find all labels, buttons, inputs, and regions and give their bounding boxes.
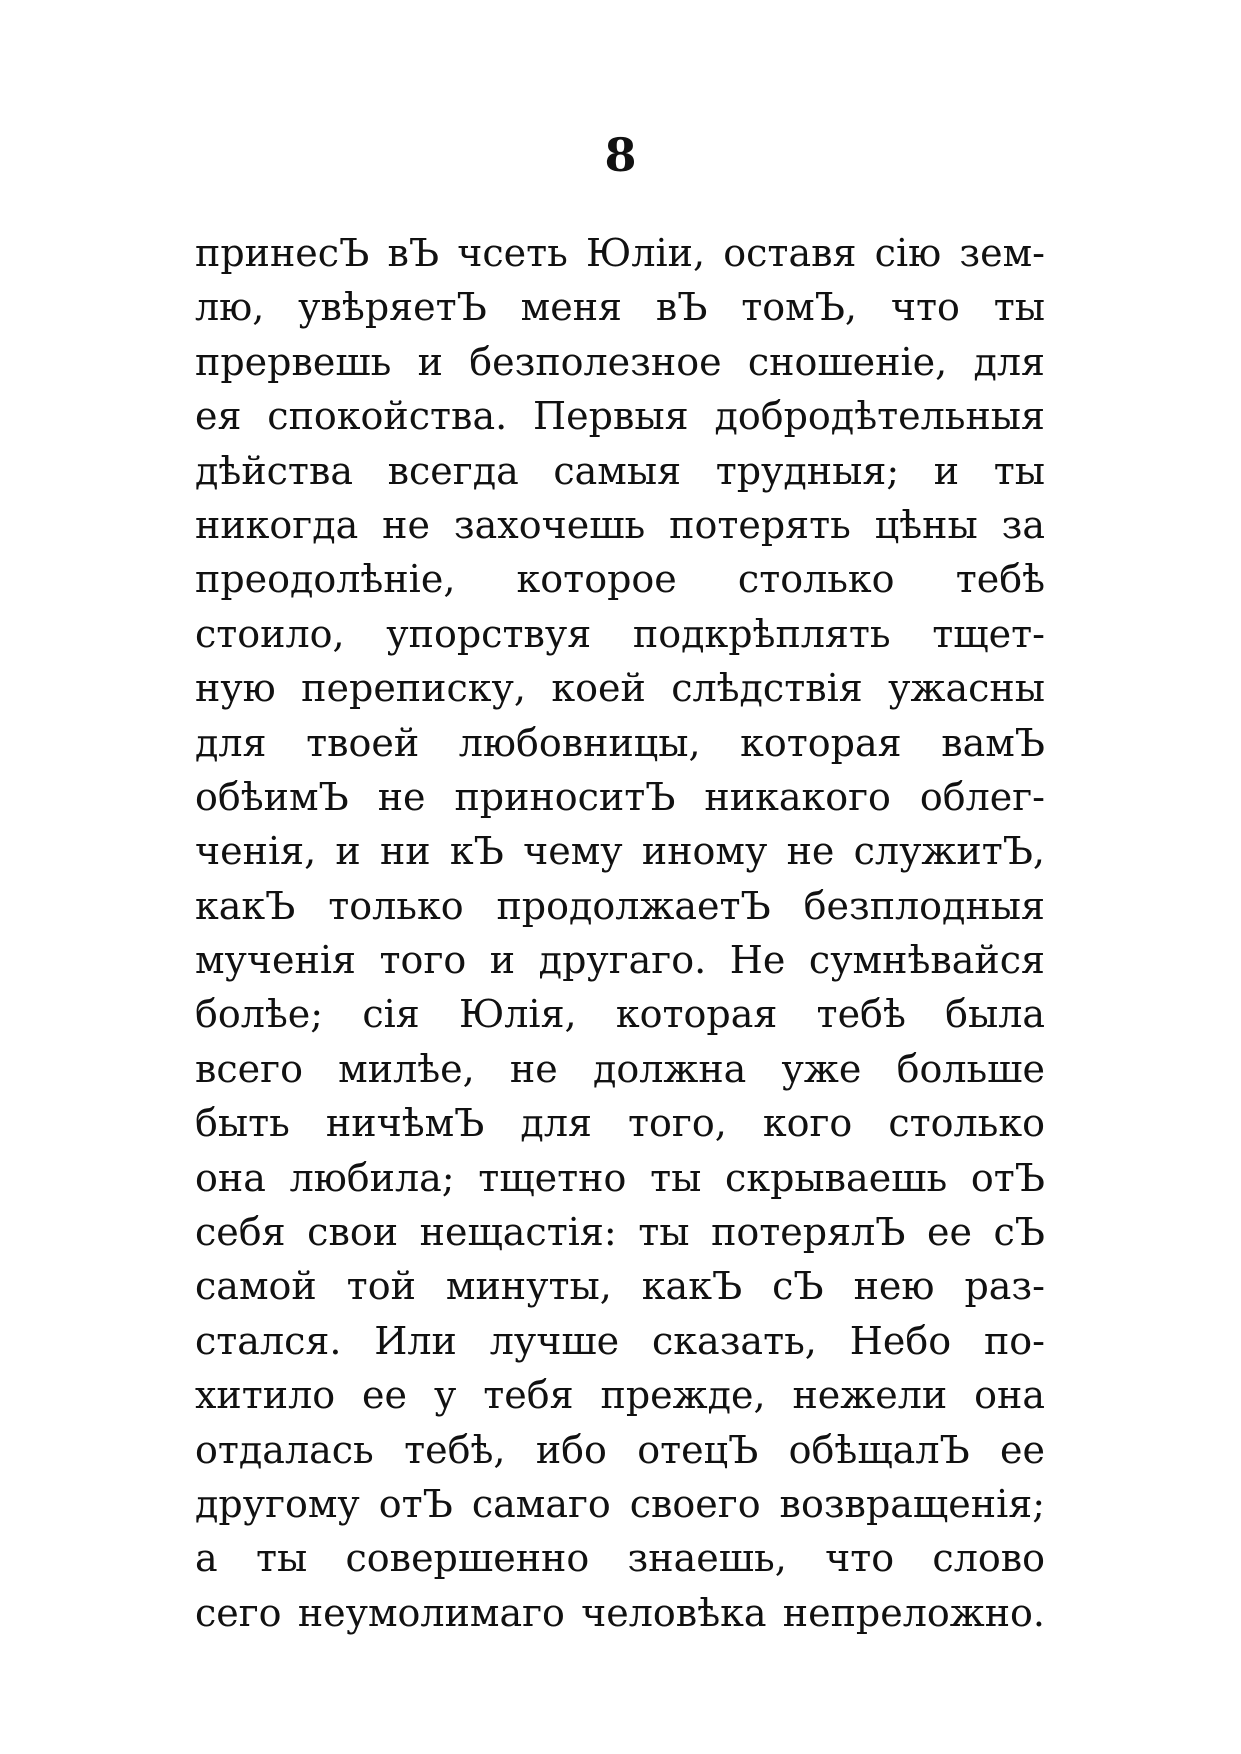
text-line: дѣйства всегда самыя трудныя; и ты: [195, 448, 1045, 493]
text-line: стоило, упорствуя подкрѣплять тщет-: [195, 611, 1045, 656]
text-line: она любила; тщетно ты скрываешь отЪ: [195, 1155, 1045, 1200]
text-line: стался. Или лучше сказать, Небо по-: [195, 1318, 1045, 1363]
body-text: [195, 226, 1045, 1640]
text-line: самой той минуты, какЪ сЪ нею раз-: [195, 1264, 1045, 1309]
text-line: какЪ только продолжаетЪ безплодныя: [195, 883, 1045, 928]
text-line: а ты совершенно знаешь, что слово: [195, 1536, 1045, 1581]
text-line: лю, увѣряетЪ меня вЪ томЪ, что ты: [195, 285, 1045, 330]
text-line: всего милѣе, не должна уже больше: [195, 1046, 1045, 1091]
text-line: ея спокойства. Первыя добродѣтельныя: [195, 394, 1045, 439]
text-line: хитило ее у тебя прежде, нежели она: [195, 1373, 1045, 1418]
text-line: сего неумолимаго человѣка непреложно.: [195, 1590, 1045, 1635]
text-line: принесЪ вЪ чсеть Юліи, оставя сію зем-: [195, 231, 1045, 275]
text-line: прервешь и безполезное сношеніе, для: [195, 339, 1045, 384]
text-line: быть ничѣмЪ для того, кого столько: [195, 1101, 1045, 1146]
text-line: обѣимЪ не приноситЪ никакого облег-: [195, 774, 1045, 819]
text-line: отдалась тебѣ, ибо отецЪ обѣщалЪ ее: [195, 1427, 1045, 1472]
text-line: ченія, и ни кЪ чему иному не служитЪ,: [195, 829, 1045, 874]
page-number: 8: [604, 128, 637, 182]
text-line: болѣе; сія Юлія, которая тебѣ была: [195, 992, 1045, 1037]
text-line: другому отЪ самаго своего возвращенія;: [195, 1481, 1045, 1526]
text-line: мученія того и другаго. Не сумнѣвайся: [195, 938, 1045, 983]
text-line: для твоей любовницы, которая вамЪ: [195, 720, 1045, 765]
text-line: себя свои нещастія: ты потерялЪ ее сЪ: [195, 1210, 1045, 1255]
text-line: никогда не захочешь потерять цѣны за: [195, 502, 1045, 547]
text-line: преодолѣніе, которое столько тебѣ: [195, 557, 1045, 602]
text-line: ную переписку, коей слѣдствія ужасны: [195, 666, 1045, 711]
